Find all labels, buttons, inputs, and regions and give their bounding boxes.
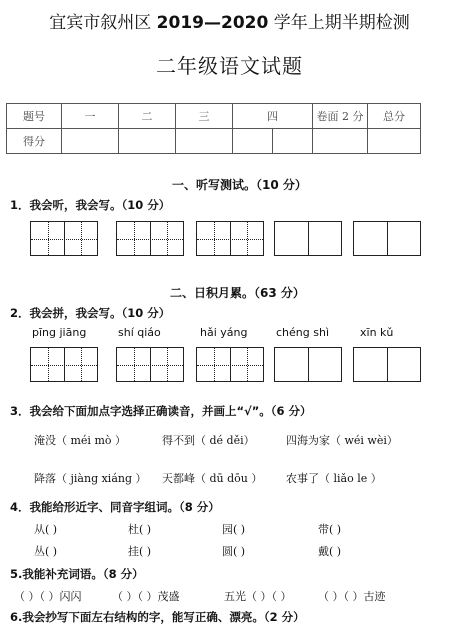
score-header-cell: 二 (119, 104, 176, 129)
question-4-title: 4．我能给形近字、同音字组词。（8 分） (10, 500, 220, 514)
word-blank[interactable]: 圆( ) (222, 545, 246, 558)
score-header-cell: 三 (176, 104, 233, 129)
reading-choice[interactable]: 淹没（ méi mò ） (34, 434, 127, 447)
word-blank[interactable]: 戴( ) (318, 545, 342, 558)
word-blank[interactable]: 从( ) (34, 523, 58, 536)
exam-title: 宜宾市叙州区 2019—2020 学年上期半期检测 (49, 13, 410, 33)
word-blank[interactable]: 丛( ) (34, 545, 58, 558)
pinyin-label: chéng shì (276, 326, 329, 339)
section-1-heading: 一、听写测试。（10 分） (172, 178, 307, 192)
score-cell[interactable] (313, 129, 368, 154)
score-cell[interactable] (273, 129, 313, 154)
writing-grid[interactable] (274, 347, 342, 382)
question-5-title: 5.我能补充词语。（8 分） (10, 567, 144, 581)
question-3-title: 3．我会给下面加点字选择正确读音，并画上“√”。（6 分） (10, 404, 312, 418)
pinyin-label: hǎi yáng (200, 326, 248, 339)
writing-grid[interactable] (353, 347, 421, 382)
reading-choice[interactable]: 四海为家（ wéi wèi） (286, 434, 398, 447)
word-blank[interactable]: 挂( ) (128, 545, 152, 558)
writing-grid[interactable] (116, 347, 184, 382)
score-header-cell: 一 (62, 104, 119, 129)
reading-choice[interactable]: 得不到（ dé děi） (162, 434, 255, 447)
question-6-title: 6.我会抄写下面左右结构的字，能写正确、漂亮。（2 分） (10, 610, 305, 624)
pinyin-label: xīn kǔ (360, 326, 394, 339)
score-cell[interactable] (368, 129, 421, 154)
writing-grid[interactable] (353, 221, 421, 256)
question-2-title: 2．我会拼，我会写。（10 分） (10, 306, 171, 320)
pinyin-label: shí qiáo (118, 326, 161, 339)
writing-grid[interactable] (116, 221, 184, 256)
writing-grid[interactable] (30, 347, 98, 382)
score-table (6, 103, 421, 154)
score-row-label: 得分 (7, 129, 62, 154)
score-cell[interactable] (176, 129, 233, 154)
score-header-cell: 总分 (368, 104, 421, 129)
writing-grid[interactable] (196, 347, 264, 382)
score-cell[interactable] (119, 129, 176, 154)
question-1-title: 1．我会听，我会写。（10 分） (10, 198, 171, 212)
idiom-blank[interactable]: 五光（ ）（ ） (224, 590, 292, 603)
score-header-cell: 卷面 2 分 (313, 104, 368, 129)
word-blank[interactable]: 带( ) (318, 523, 342, 536)
writing-grid[interactable] (274, 221, 342, 256)
idiom-blank[interactable]: （ ）（ ）茂盛 (112, 590, 180, 603)
score-header-cell: 题号 (7, 104, 62, 129)
word-blank[interactable]: 杜( ) (128, 523, 152, 536)
score-header-cell: 四 (233, 104, 313, 129)
reading-choice[interactable]: 降落（ jiàng xiáng ） (34, 472, 147, 485)
score-cell[interactable] (62, 129, 119, 154)
idiom-blank[interactable]: （ ）（ ）闪闪 (14, 590, 82, 603)
pinyin-label: pīng jiāng (32, 326, 87, 339)
writing-grid[interactable] (30, 221, 98, 256)
score-cell[interactable] (233, 129, 273, 154)
writing-grid[interactable] (196, 221, 264, 256)
reading-choice[interactable]: 天都峰（ dū dōu ） (162, 472, 263, 485)
section-2-heading: 二、日积月累。（63 分） (170, 286, 305, 300)
reading-choice[interactable]: 农事了（ liǎo le ） (286, 472, 382, 485)
exam-subtitle: 二年级语文试题 (156, 54, 303, 78)
word-blank[interactable]: 园( ) (222, 523, 246, 536)
idiom-blank[interactable]: （ ）（ ）古迹 (318, 590, 386, 603)
